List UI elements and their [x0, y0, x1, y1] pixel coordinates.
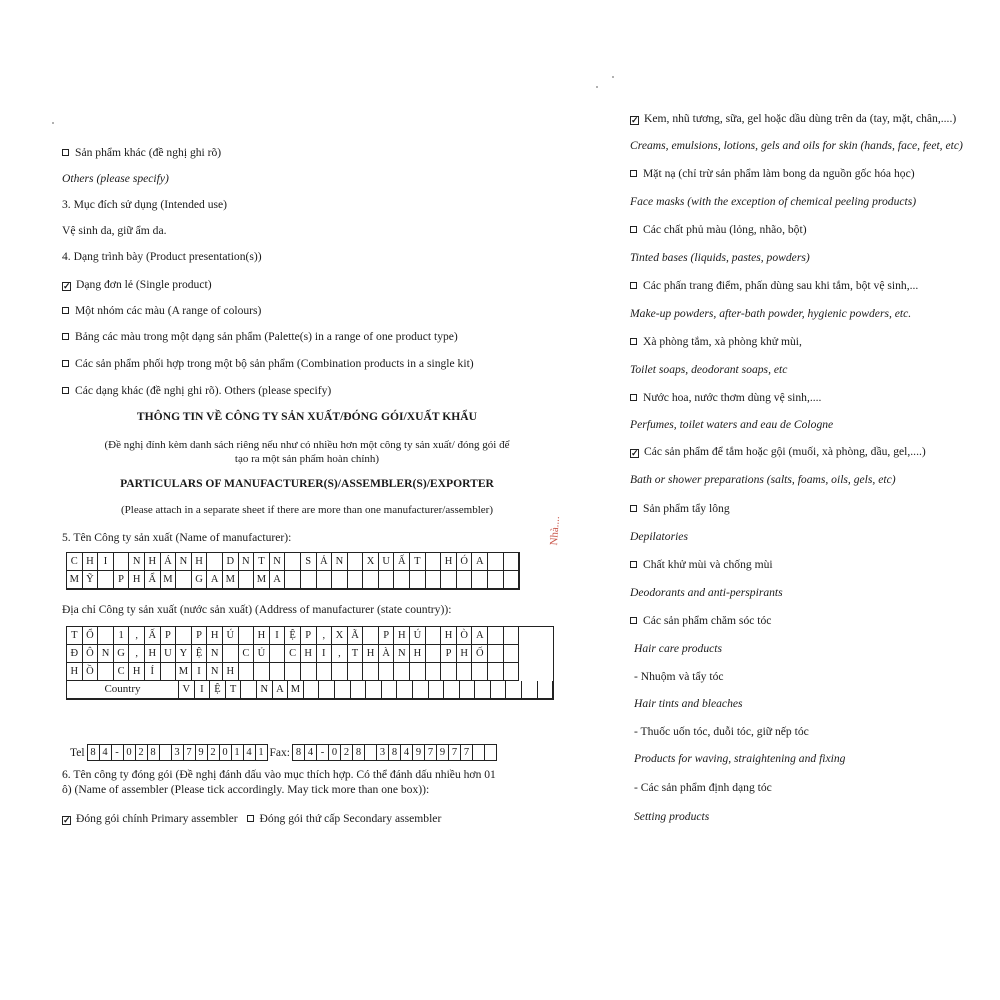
- grid-cell[interactable]: ,: [332, 645, 348, 663]
- grid-cell[interactable]: [472, 571, 488, 589]
- grid-cell[interactable]: T: [410, 553, 426, 571]
- digit-cell[interactable]: 0: [220, 745, 232, 760]
- digit-cell[interactable]: 8: [353, 745, 365, 760]
- grid-cell[interactable]: [457, 663, 473, 681]
- grid-cell[interactable]: [397, 681, 413, 699]
- grid-cell[interactable]: Í: [145, 663, 161, 681]
- grid-cell[interactable]: ,: [129, 645, 145, 663]
- grid-cell[interactable]: [475, 681, 491, 699]
- grid-cell[interactable]: [488, 553, 504, 571]
- grid-row: [67, 663, 553, 681]
- grid-cell[interactable]: Ệ: [192, 645, 208, 663]
- assembler-question-2: ô) (Name of assembler (Please tick accordingly. May tick more than one box)):: [62, 783, 430, 796]
- grid-cell[interactable]: [382, 681, 398, 699]
- tint-row: Các chất phủ màu (lỏng, nhão, bột): [630, 223, 807, 237]
- grid-cell[interactable]: C: [239, 645, 255, 663]
- grid-cell[interactable]: H: [394, 627, 410, 645]
- grid-cell[interactable]: H: [129, 663, 145, 681]
- perfume-en: Perfumes, toilet waters and eau de Cologne: [630, 418, 834, 431]
- grid-cell[interactable]: [254, 663, 270, 681]
- manufacturer-address-label: Địa chỉ Công ty sản xuất (nước sản xuất) (Address of manufacturer (state country)):: [62, 603, 452, 616]
- presentation-range-row: Một nhóm các màu (A range of colours): [62, 304, 261, 318]
- cream-row: ✓ Kem, nhũ tương, sữa, gel hoặc dầu dùng trên da (tay, mặt, chân,....): [631, 112, 957, 125]
- grid-cell[interactable]: Ò: [457, 627, 473, 645]
- assembler-question-1: 6. Tên công ty đóng gói (Đề nghị đánh dấu vào mục thích hợp. Có thể đánh dấu nhiều hơn 01: [62, 768, 496, 781]
- tint-en: Tinted bases (liquids, pastes, powders): [630, 251, 810, 264]
- grid-cell[interactable]: N: [98, 645, 114, 663]
- grid-cell[interactable]: [506, 681, 522, 699]
- mask-row: Mặt nạ (chỉ trừ sản phẩm làm bong da nguồn gốc hóa học): [630, 167, 915, 181]
- powder-row: Các phấn trang điểm, phấn dùng sau khi tắm, bột vệ sinh,...: [630, 279, 918, 293]
- depil-row: Sản phẩm tẩy lông: [630, 502, 730, 516]
- other-products-row: Sản phẩm khác (đề nghị ghi rõ): [62, 146, 221, 160]
- grid-cell[interactable]: [348, 663, 364, 681]
- grid-cell[interactable]: D: [223, 553, 239, 571]
- grid-cell[interactable]: [441, 571, 457, 589]
- grid-cell[interactable]: [426, 645, 442, 663]
- digit-cell[interactable]: 9: [196, 745, 208, 760]
- digit-cell[interactable]: 1: [232, 745, 244, 760]
- grid-cell[interactable]: M: [67, 571, 83, 589]
- grid-cell[interactable]: Ú: [223, 627, 239, 645]
- grid-cell[interactable]: N: [239, 553, 255, 571]
- grid-cell[interactable]: [270, 645, 286, 663]
- grid-cell[interactable]: À: [379, 645, 395, 663]
- digit-cell[interactable]: 0: [124, 745, 136, 760]
- mask-en: Face masks (with the exception of chemical peeling products): [630, 195, 917, 208]
- country-cells: [179, 681, 553, 699]
- grid-cell[interactable]: [394, 663, 410, 681]
- scan-speck: [596, 86, 598, 88]
- grid-cell[interactable]: [285, 663, 301, 681]
- grid-cell[interactable]: [488, 627, 504, 645]
- grid-cell[interactable]: [441, 663, 457, 681]
- digit-cell[interactable]: -: [317, 745, 329, 760]
- scan-speck: [52, 122, 54, 124]
- grid-cell[interactable]: Ẩ: [145, 571, 161, 589]
- grid-cell[interactable]: [538, 681, 554, 699]
- grid-cell[interactable]: Ệ: [285, 627, 301, 645]
- tel-label: Tel: [70, 746, 85, 759]
- grid-cell[interactable]: [491, 681, 507, 699]
- checkbox-empty[interactable]: [62, 333, 69, 340]
- grid-cell[interactable]: [319, 681, 335, 699]
- grid-cell[interactable]: [317, 571, 333, 589]
- grid-cell[interactable]: S: [301, 553, 317, 571]
- grid-cell[interactable]: H: [441, 627, 457, 645]
- grid-cell[interactable]: I: [98, 553, 114, 571]
- grid-row: [67, 627, 553, 645]
- grid-cell[interactable]: U: [379, 553, 395, 571]
- grid-cell[interactable]: [457, 571, 473, 589]
- deo-row: Chất khử mùi và chống mùi: [630, 558, 773, 572]
- grid-cell[interactable]: [239, 663, 255, 681]
- digit-cell[interactable]: [365, 745, 377, 760]
- grid-cell[interactable]: P: [379, 627, 395, 645]
- grid-cell[interactable]: [285, 553, 301, 571]
- grid-cell[interactable]: A: [207, 571, 223, 589]
- checkbox-empty[interactable]: [62, 387, 69, 394]
- grid-cell[interactable]: [348, 553, 364, 571]
- digit-cell[interactable]: 2: [136, 745, 148, 760]
- grid-cell[interactable]: [379, 663, 395, 681]
- digit-cell[interactable]: 3: [172, 745, 184, 760]
- grid-cell[interactable]: [114, 553, 130, 571]
- grid-cell[interactable]: Ệ: [210, 681, 226, 699]
- grid-cell[interactable]: [429, 681, 445, 699]
- digit-cell[interactable]: 7: [461, 745, 473, 760]
- grid-cell[interactable]: H: [457, 645, 473, 663]
- hair-en: Hair care products: [634, 642, 723, 655]
- digit-cell[interactable]: 8: [389, 745, 401, 760]
- grid-cell[interactable]: [161, 663, 177, 681]
- grid-cell[interactable]: [98, 571, 114, 589]
- hair-tints-vn: - Nhuộm và tẩy tóc: [634, 670, 724, 683]
- secondary-assembler-label: Đóng gói thứ cấp Secondary assembler: [259, 812, 442, 825]
- grid-cell[interactable]: V: [179, 681, 195, 699]
- grid-cell[interactable]: [335, 681, 351, 699]
- grid-cell[interactable]: Ả: [317, 553, 333, 571]
- digit-cell[interactable]: 8: [88, 745, 100, 760]
- grid-cell[interactable]: N: [207, 663, 223, 681]
- grid-cell[interactable]: [522, 681, 538, 699]
- checkbox-checked[interactable]: ✓: [63, 815, 71, 825]
- grid-cell[interactable]: [379, 571, 395, 589]
- presentation-combo-row: Các sản phẩm phối hợp trong một bộ sản phẩm (Combination products in a single kit): [62, 357, 474, 371]
- digit-cell[interactable]: -: [112, 745, 124, 760]
- bath-row: ✓ Các sản phẩm để tắm hoặc gội (muối, xà phòng, dầu, gel,....): [631, 445, 926, 458]
- grid-cell[interactable]: I: [195, 681, 211, 699]
- digit-cell[interactable]: 9: [437, 745, 449, 760]
- grid-cell[interactable]: I: [192, 663, 208, 681]
- grid-cell[interactable]: A: [270, 571, 286, 589]
- grid-cell[interactable]: Ỹ: [83, 571, 99, 589]
- assembler-options-row: [62, 812, 441, 826]
- grid-cell[interactable]: [301, 663, 317, 681]
- grid-row: [67, 571, 519, 589]
- grid-cell[interactable]: N: [129, 553, 145, 571]
- grid-cell[interactable]: ,: [317, 627, 333, 645]
- grid-row: [67, 553, 519, 571]
- checkbox-empty[interactable]: [62, 360, 69, 367]
- setting-en: Setting products: [634, 810, 710, 823]
- handwritten-note: Nhà....: [548, 515, 563, 546]
- grid-cell[interactable]: 1: [114, 627, 130, 645]
- digit-cell[interactable]: 4: [401, 745, 413, 760]
- grid-cell[interactable]: H: [410, 645, 426, 663]
- checkbox-empty[interactable]: [630, 561, 637, 568]
- grid-cell[interactable]: H: [301, 645, 317, 663]
- grid-cell[interactable]: Ó: [457, 553, 473, 571]
- digit-cell[interactable]: 2: [341, 745, 353, 760]
- grid-cell[interactable]: [504, 645, 520, 663]
- grid-cell[interactable]: [223, 645, 239, 663]
- manufacturer-name-grid[interactable]: [66, 552, 520, 590]
- grid-cell[interactable]: [241, 681, 257, 699]
- grid-cell[interactable]: N: [394, 645, 410, 663]
- cream-en: Creams, emulsions, lotions, gels and oils for skin (hands, face, feet, etc): [630, 139, 963, 152]
- grid-cell[interactable]: [270, 663, 286, 681]
- grid-cell[interactable]: [239, 627, 255, 645]
- grid-cell[interactable]: P: [161, 627, 177, 645]
- grid-cell[interactable]: ,: [129, 627, 145, 645]
- country-label: Country: [67, 681, 179, 699]
- grid-cell[interactable]: C: [67, 553, 83, 571]
- grid-cell[interactable]: A: [273, 681, 289, 699]
- grid-cell[interactable]: I: [270, 627, 286, 645]
- grid-cell[interactable]: [301, 571, 317, 589]
- grid-cell[interactable]: [444, 681, 460, 699]
- grid-cell[interactable]: I: [317, 645, 333, 663]
- grid-cell[interactable]: [366, 681, 382, 699]
- presentation-question: 4. Dạng trình bày (Product presentation(s)): [62, 250, 262, 263]
- grid-cell[interactable]: [426, 627, 442, 645]
- grid-cell[interactable]: [413, 681, 429, 699]
- grid-cell[interactable]: X: [363, 553, 379, 571]
- section-heading-vn: THÔNG TIN VỀ CÔNG TY SẢN XUẤT/ĐÓNG GÓI/XUẤT KHẨU: [136, 410, 478, 423]
- grid-cell[interactable]: [304, 681, 320, 699]
- grid-cell[interactable]: Ô: [83, 645, 99, 663]
- grid-cell[interactable]: C: [114, 663, 130, 681]
- digit-cell[interactable]: 9: [413, 745, 425, 760]
- checkbox-empty[interactable]: [630, 617, 637, 624]
- digit-cell[interactable]: 8: [148, 745, 160, 760]
- grid-cell[interactable]: Ố: [472, 645, 488, 663]
- grid-cell[interactable]: [332, 663, 348, 681]
- section-heading-en: PARTICULARS OF MANUFACTURER(S)/ASSEMBLER(S)/EXPORTER: [120, 477, 494, 490]
- grid-cell[interactable]: N: [257, 681, 273, 699]
- deo-en: Deodorants and anti-perspirants: [630, 586, 783, 599]
- digit-cell[interactable]: [473, 745, 485, 760]
- grid-cell[interactable]: [488, 663, 504, 681]
- grid-cell[interactable]: M: [223, 571, 239, 589]
- grid-cell[interactable]: A: [472, 627, 488, 645]
- checkbox-checked[interactable]: ✓: [63, 281, 71, 291]
- grid-cell[interactable]: [363, 571, 379, 589]
- grid-cell[interactable]: T: [226, 681, 242, 699]
- grid-cell[interactable]: N: [207, 645, 223, 663]
- grid-cell[interactable]: M: [254, 571, 270, 589]
- grid-cell[interactable]: [426, 663, 442, 681]
- grid-cell[interactable]: H: [363, 645, 379, 663]
- digit-cell[interactable]: 7: [425, 745, 437, 760]
- grid-cell[interactable]: [488, 571, 504, 589]
- checkbox-empty[interactable]: [630, 338, 637, 345]
- grid-cell[interactable]: H: [441, 553, 457, 571]
- grid-cell[interactable]: H: [145, 553, 161, 571]
- soap-row: Xà phòng tắm, xà phòng khử mùi,: [630, 335, 802, 349]
- tel-field[interactable]: [87, 744, 268, 761]
- digit-cell[interactable]: 1: [256, 745, 268, 760]
- perfume-row: Nước hoa, nước thơm dùng vệ sinh,....: [630, 391, 821, 405]
- section-note-vn-2: tạo ra một sản phẩm hoàn chỉnh): [234, 453, 380, 465]
- grid-cell[interactable]: [285, 571, 301, 589]
- presentation-other-row: Các dạng khác (đề nghị ghi rõ). Others (please specify): [62, 384, 331, 398]
- grid-cell[interactable]: [207, 553, 223, 571]
- section-note-en: (Please attach in a separate sheet if there are more than one manufacturer/assembler): [121, 504, 493, 516]
- grid-cell[interactable]: T: [67, 627, 83, 645]
- grid-cell[interactable]: [504, 553, 520, 571]
- grid-cell[interactable]: P: [301, 627, 317, 645]
- manufacturer-address-grid[interactable]: [66, 626, 554, 700]
- grid-cell[interactable]: T: [254, 553, 270, 571]
- grid-cell[interactable]: H: [129, 571, 145, 589]
- manufacturer-name-question: 5. Tên Công ty sản xuất (Name of manufacturer):: [62, 531, 292, 544]
- section-note-vn-1: (Đề nghị đính kèm danh sách riêng nếu như có nhiều hơn một công ty sản xuất/ đóng gói để: [104, 439, 510, 451]
- other-products-en: Others (please specify): [62, 172, 169, 185]
- grid-cell[interactable]: G: [192, 571, 208, 589]
- grid-cell[interactable]: M: [176, 663, 192, 681]
- depil-en: Depilatories: [630, 530, 688, 543]
- digit-cell[interactable]: 4: [305, 745, 317, 760]
- hair-tints-en: Hair tints and bleaches: [634, 697, 743, 710]
- digit-cell[interactable]: [485, 745, 497, 760]
- checkbox-empty[interactable]: [630, 394, 637, 401]
- presentation-single-row: ✓ Dạng đơn lẻ (Single product): [63, 278, 212, 291]
- checkbox-checked[interactable]: ✓: [631, 448, 639, 458]
- grid-cell[interactable]: X: [332, 627, 348, 645]
- waving-en: Products for waving, straightening and fixing: [634, 752, 846, 765]
- grid-cell[interactable]: H: [67, 663, 83, 681]
- grid-cell[interactable]: H: [207, 627, 223, 645]
- digit-cell[interactable]: 3: [377, 745, 389, 760]
- digit-cell[interactable]: [160, 745, 172, 760]
- fax-label: Fax:: [269, 746, 290, 759]
- intended-use-question: 3. Mục đích sử dụng (Intended use): [62, 198, 228, 211]
- checkbox-empty[interactable]: [62, 149, 69, 156]
- grid-cell[interactable]: [98, 663, 114, 681]
- grid-cell[interactable]: Ấ: [145, 627, 161, 645]
- hair-row: Các sản phẩm chăm sóc tóc: [630, 614, 771, 628]
- grid-cell[interactable]: N: [270, 553, 286, 571]
- grid-cell[interactable]: N: [176, 553, 192, 571]
- digit-cell[interactable]: 7: [449, 745, 461, 760]
- checkbox-empty[interactable]: [630, 282, 637, 289]
- presentation-palette-row: Bảng các màu trong một dạng sản phẩm (Palette(s) in a range of one product type): [62, 330, 458, 344]
- grid-cell[interactable]: [317, 663, 333, 681]
- bath-en: Bath or shower preparations (salts, foams, oils, gels, etc): [630, 473, 896, 486]
- grid-cell[interactable]: Ã: [348, 627, 364, 645]
- grid-cell[interactable]: N: [332, 553, 348, 571]
- grid-cell[interactable]: [394, 571, 410, 589]
- digit-cell[interactable]: 4: [244, 745, 256, 760]
- grid-cell[interactable]: Á: [161, 553, 177, 571]
- grid-cell[interactable]: U: [161, 645, 177, 663]
- tel-fax-row: [70, 744, 499, 761]
- grid-cell[interactable]: [504, 627, 520, 645]
- grid-cell[interactable]: Ấ: [394, 553, 410, 571]
- grid-cell[interactable]: H: [192, 553, 208, 571]
- grid-cell[interactable]: H: [223, 663, 239, 681]
- digit-cell[interactable]: 4: [100, 745, 112, 760]
- grid-cell[interactable]: M: [288, 681, 304, 699]
- grid-cell[interactable]: [426, 571, 442, 589]
- grid-cell[interactable]: [176, 627, 192, 645]
- grid-cell[interactable]: Đ: [67, 645, 83, 663]
- grid-cell[interactable]: [363, 627, 379, 645]
- checkbox-checked[interactable]: ✓: [631, 115, 639, 125]
- soap-en: Toilet soaps, deodorant soaps, etc: [630, 363, 788, 376]
- grid-cell[interactable]: [351, 681, 367, 699]
- grid-cell[interactable]: [176, 571, 192, 589]
- grid-cell[interactable]: [410, 571, 426, 589]
- powder-en: Make-up powders, after-bath powder, hygienic powders, etc.: [630, 307, 912, 320]
- checkbox-empty[interactable]: [62, 307, 69, 314]
- country-row: [67, 681, 553, 699]
- grid-row: [67, 645, 553, 663]
- grid-cell[interactable]: H: [145, 645, 161, 663]
- grid-cell[interactable]: H: [83, 553, 99, 571]
- grid-cell[interactable]: [488, 645, 504, 663]
- fax-field[interactable]: [292, 744, 497, 761]
- grid-cell[interactable]: [410, 663, 426, 681]
- grid-cell[interactable]: [98, 627, 114, 645]
- grid-cell[interactable]: C: [285, 645, 301, 663]
- grid-cell[interactable]: Ủ: [254, 645, 270, 663]
- grid-cell[interactable]: Y: [176, 645, 192, 663]
- grid-cell[interactable]: A: [472, 553, 488, 571]
- grid-cell[interactable]: [504, 571, 520, 589]
- grid-cell[interactable]: T: [348, 645, 364, 663]
- digit-cell[interactable]: 8: [293, 745, 305, 760]
- grid-cell[interactable]: P: [192, 627, 208, 645]
- grid-cell[interactable]: [363, 663, 379, 681]
- primary-assembler-label: Đóng gói chính Primary assembler: [76, 812, 238, 825]
- grid-cell[interactable]: M: [161, 571, 177, 589]
- digit-cell[interactable]: 0: [329, 745, 341, 760]
- checkbox-empty[interactable]: [630, 505, 637, 512]
- grid-cell[interactable]: [348, 571, 364, 589]
- setting-vn: - Các sản phẩm định dạng tóc: [634, 781, 772, 794]
- grid-cell[interactable]: P: [114, 571, 130, 589]
- checkbox-empty[interactable]: [630, 226, 637, 233]
- grid-cell[interactable]: [504, 663, 520, 681]
- checkbox-empty[interactable]: [247, 815, 254, 822]
- grid-cell[interactable]: [332, 571, 348, 589]
- grid-cell[interactable]: [472, 663, 488, 681]
- intended-use-answer: Vệ sinh da, giữ ẩm da.: [62, 224, 167, 237]
- digit-cell[interactable]: 7: [184, 745, 196, 760]
- checkbox-empty[interactable]: [630, 170, 637, 177]
- digit-cell[interactable]: 2: [208, 745, 220, 760]
- grid-cell[interactable]: [239, 571, 255, 589]
- grid-cell[interactable]: Ồ: [83, 663, 99, 681]
- grid-cell[interactable]: G: [114, 645, 130, 663]
- grid-cell[interactable]: H: [254, 627, 270, 645]
- grid-cell[interactable]: Ổ: [83, 627, 99, 645]
- grid-cell[interactable]: [460, 681, 476, 699]
- scan-speck: [612, 76, 614, 78]
- grid-cell[interactable]: [426, 553, 442, 571]
- waving-vn: - Thuốc uốn tóc, duỗi tóc, giữ nếp tóc: [634, 725, 809, 738]
- grid-cell[interactable]: Ú: [410, 627, 426, 645]
- grid-cell[interactable]: P: [441, 645, 457, 663]
